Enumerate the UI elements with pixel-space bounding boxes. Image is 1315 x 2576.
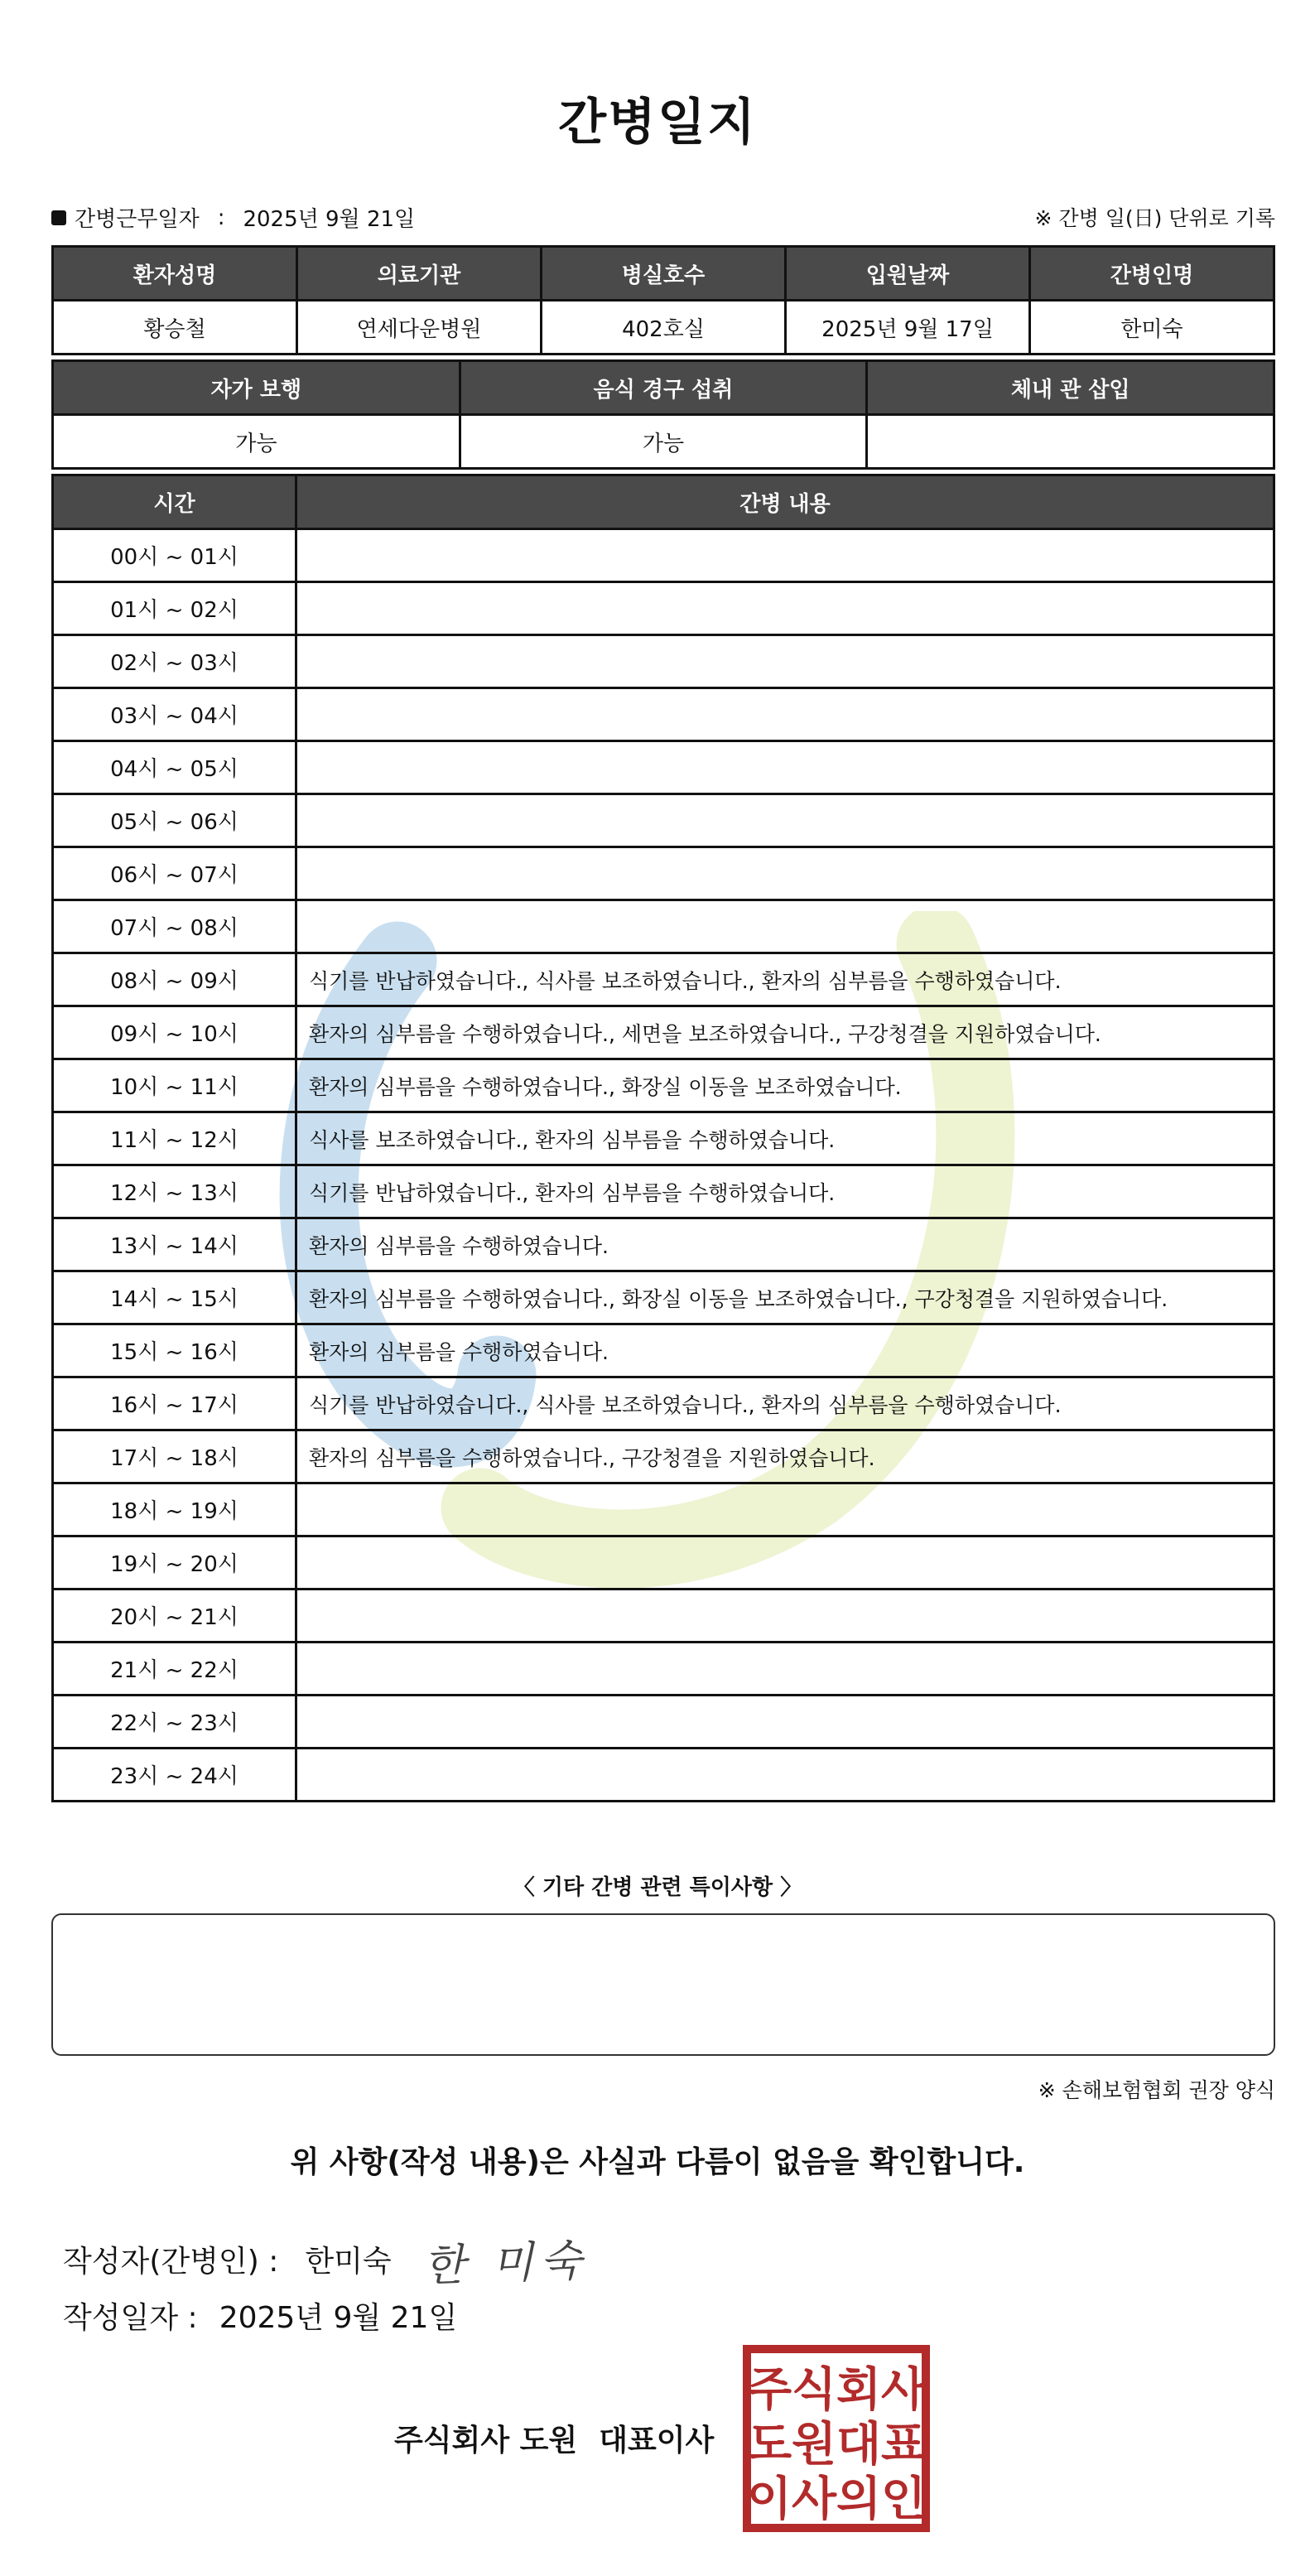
care-log-row [53, 1006, 1274, 1059]
care-log-row [53, 1696, 1274, 1749]
care-log-content [296, 741, 1274, 794]
care-log-row [53, 1324, 1274, 1377]
care-log-row [53, 1483, 1274, 1536]
care-log-row [53, 635, 1274, 688]
care-log-row [53, 1536, 1274, 1589]
tube-insertion-value [867, 415, 1274, 469]
care-log-content: 식기를 반납하였습니다., 식사를 보조하였습니다., 환자의 심부름을 수행하였습니다. [296, 1377, 1274, 1430]
self-walking-value: 가능 [53, 415, 460, 469]
care-log-content [296, 529, 1274, 582]
work-date-value: 2025년 9월 21일 [243, 207, 416, 232]
care-log-time: 06시 ~ 07시 [53, 847, 296, 900]
header-self-walking: 자가 보행 [53, 361, 460, 415]
header-hospital: 의료기관 [297, 247, 542, 301]
care-log-time: 00시 ~ 01시 [53, 529, 296, 582]
writer-label: 작성자(간병인) : [63, 2245, 279, 2279]
header-caregiver-name: 간병인명 [1030, 247, 1274, 301]
bullet-square-icon [51, 210, 66, 225]
care-log-row [53, 1589, 1274, 1643]
header-admission-date: 입원날짜 [786, 247, 1030, 301]
care-log-content: 환자의 심부름을 수행하였습니다., 화장실 이동을 보조하였습니다., 구강청결을 지원하였습니다. [296, 1271, 1274, 1324]
patient-status-header-row [53, 361, 1274, 415]
care-log-content: 환자의 심부름을 수행하였습니다., 구강청결을 지원하였습니다. [296, 1430, 1274, 1483]
patient-info-table [51, 245, 1275, 355]
care-log-time: 04시 ~ 05시 [53, 741, 296, 794]
care-log-row [53, 1271, 1274, 1324]
care-log-row [53, 847, 1274, 900]
care-log-row [53, 1059, 1274, 1112]
care-log-time: 20시 ~ 21시 [53, 1589, 296, 1643]
remarks-title: 〈 기타 간병 관련 특이사항 〉 [513, 1875, 802, 1900]
care-log-row [53, 1165, 1274, 1218]
header-oral-intake: 음식 경구 섭취 [460, 361, 867, 415]
care-log-time: 14시 ~ 15시 [53, 1271, 296, 1324]
care-log-row [53, 741, 1274, 794]
seal-character: 표 [880, 2418, 927, 2472]
care-log-time: 12시 ~ 13시 [53, 1165, 296, 1218]
oral-intake-value: 가능 [460, 415, 867, 469]
header-tube-insertion: 체내 관 삽입 [867, 361, 1274, 415]
seal-character: 원 [791, 2418, 837, 2472]
writer-line [63, 2228, 588, 2290]
care-log-row [53, 953, 1274, 1006]
care-log-content [296, 847, 1274, 900]
care-log-row [53, 582, 1274, 635]
care-log-row [53, 1218, 1274, 1271]
care-log-row [53, 900, 1274, 953]
care-log-content [296, 1643, 1274, 1696]
form-note: ※ 손해보험협회 권장 양식 [1038, 2078, 1275, 2102]
care-log-time: 05시 ~ 06시 [53, 794, 296, 847]
room-number-value: 402호실 [542, 301, 786, 355]
care-log-time: 13시 ~ 14시 [53, 1218, 296, 1271]
care-log-content [296, 688, 1274, 741]
page-title: 간병일지 [558, 94, 757, 152]
care-log-time: 03시 ~ 04시 [53, 688, 296, 741]
care-log-content: 환자의 심부름을 수행하였습니다. [296, 1218, 1274, 1271]
writer-signature: 한 미숙 [421, 2236, 590, 2292]
header-room-number: 병실호수 [542, 247, 786, 301]
company-seal-stamp [742, 2344, 931, 2533]
seal-character: 주 [746, 2363, 792, 2417]
seal-character: 인 [880, 2472, 927, 2526]
written-date-label: 작성일자 : [63, 2301, 198, 2335]
care-log-content [296, 635, 1274, 688]
care-log-time: 11시 ~ 12시 [53, 1112, 296, 1165]
meta-row [51, 197, 1275, 234]
care-log-row [53, 688, 1274, 741]
care-log-row [53, 794, 1274, 847]
admission-date-value: 2025년 9월 17일 [786, 301, 1030, 355]
company-line [394, 2417, 714, 2459]
care-log-time: 09시 ~ 10시 [53, 1006, 296, 1059]
written-date-value: 2025년 9월 21일 [219, 2301, 458, 2335]
care-log-row [53, 1430, 1274, 1483]
care-log-content [296, 1589, 1274, 1643]
work-date-block [51, 202, 415, 233]
written-date-line [63, 2294, 457, 2337]
care-log-content [296, 1749, 1274, 1802]
seal-character: 이 [746, 2472, 792, 2526]
care-log-content [296, 1536, 1274, 1589]
company-name: 주식회사 도원 [394, 2424, 578, 2458]
care-log-time: 08시 ~ 09시 [53, 953, 296, 1006]
care-log-content: 식기를 반납하였습니다., 식사를 보조하였습니다., 환자의 심부름을 수행하였습니다. [296, 953, 1274, 1006]
patient-info-header-row [53, 247, 1274, 301]
header-time: 시간 [53, 475, 296, 529]
care-log-header-row [53, 475, 1274, 529]
seal-character: 사 [880, 2363, 927, 2417]
patient-info-value-row [53, 301, 1274, 355]
care-log-body [53, 529, 1274, 1802]
seal-character: 의 [836, 2472, 882, 2526]
care-log-content [296, 1483, 1274, 1536]
work-date-label: 간병근무일자 [75, 207, 200, 232]
patient-status-table [51, 359, 1275, 470]
caregiver-name-value: 한미숙 [1030, 301, 1274, 355]
header-patient-name: 환자성명 [53, 247, 297, 301]
care-log-table [51, 474, 1275, 1802]
care-log-time: 10시 ~ 11시 [53, 1059, 296, 1112]
care-log-time: 16시 ~ 17시 [53, 1377, 296, 1430]
confirmation-statement: 위 사항(작성 내용)은 사실과 다름이 없음을 확인합니다. [290, 2145, 1025, 2179]
care-log-time: 19시 ~ 20시 [53, 1536, 296, 1589]
company-representative-title: 대표이사 [599, 2424, 715, 2458]
care-log-time: 07시 ~ 08시 [53, 900, 296, 953]
care-log-row [53, 1112, 1274, 1165]
seal-character: 대 [836, 2418, 882, 2472]
care-log-content: 식기를 반납하였습니다., 환자의 심부름을 수행하였습니다. [296, 1165, 1274, 1218]
care-log-content [296, 900, 1274, 953]
care-log-time: 18시 ~ 19시 [53, 1483, 296, 1536]
record-note: ※ 간병 일(日) 단위로 기록 [1034, 206, 1275, 230]
seal-character: 사 [791, 2472, 837, 2526]
care-log-time: 21시 ~ 22시 [53, 1643, 296, 1696]
seal-character: 도 [746, 2418, 792, 2472]
writer-name: 한미숙 [305, 2245, 392, 2279]
remarks-box [51, 1913, 1275, 2056]
care-log-row [53, 1377, 1274, 1430]
care-log-row [53, 1643, 1274, 1696]
work-date-colon: : [217, 205, 225, 230]
care-log-content: 환자의 심부름을 수행하였습니다., 화장실 이동을 보조하였습니다. [296, 1059, 1274, 1112]
care-log-row [53, 1749, 1274, 1802]
care-log-time: 02시 ~ 03시 [53, 635, 296, 688]
seal-character: 식 [791, 2363, 837, 2417]
care-log-content [296, 1696, 1274, 1749]
patient-name-value: 황승철 [53, 301, 297, 355]
care-log-time: 17시 ~ 18시 [53, 1430, 296, 1483]
patient-status-value-row [53, 415, 1274, 469]
seal-character: 회 [836, 2363, 882, 2417]
care-log-content: 환자의 심부름을 수행하였습니다. [296, 1324, 1274, 1377]
care-log-time: 01시 ~ 02시 [53, 582, 296, 635]
care-log-content [296, 582, 1274, 635]
header-care-content: 간병 내용 [296, 475, 1274, 529]
care-log-row [53, 529, 1274, 582]
care-log-time: 22시 ~ 23시 [53, 1696, 296, 1749]
care-log-content: 환자의 심부름을 수행하였습니다., 세면을 보조하였습니다., 구강청결을 지원하였습니다. [296, 1006, 1274, 1059]
care-log-time: 15시 ~ 16시 [53, 1324, 296, 1377]
care-log-content: 식사를 보조하였습니다., 환자의 심부름을 수행하였습니다. [296, 1112, 1274, 1165]
hospital-value: 연세다운병원 [297, 301, 542, 355]
care-log-time: 23시 ~ 24시 [53, 1749, 296, 1802]
care-log-content [296, 794, 1274, 847]
